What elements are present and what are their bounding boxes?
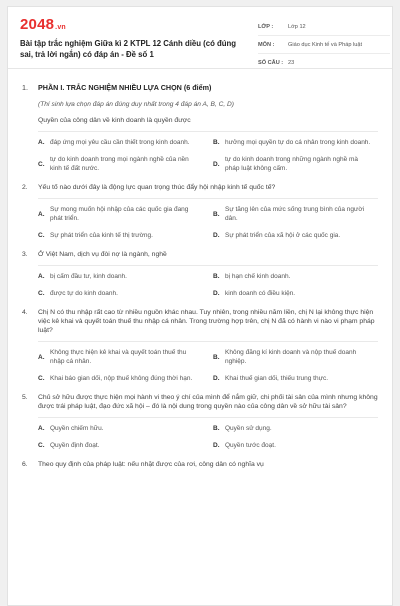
meta-label: LỚP : — [258, 23, 274, 30]
option-text: Quyền định đoạt. — [50, 442, 100, 449]
question-options — [38, 138, 378, 173]
option-letter: D. — [213, 290, 220, 297]
meta-row-subject — [258, 36, 390, 54]
option-a[interactable] — [38, 205, 203, 223]
document-meta — [252, 7, 392, 68]
question-number: 2. — [22, 184, 28, 191]
meta-label: SỐ CÂU : — [258, 60, 284, 66]
option-letter: A. — [38, 210, 45, 218]
meta-label: MÔN : — [258, 41, 275, 48]
option-c[interactable] — [38, 374, 203, 383]
option-d[interactable] — [213, 155, 378, 173]
option-letter: B. — [213, 139, 220, 146]
meta-value: Lớp 12 — [288, 23, 306, 30]
option-letter: D. — [213, 442, 220, 449]
section-instructions: (Thí sinh lựa chọn đáp án đúng duy nhất trong 4 đáp án A, B, C, D) — [38, 101, 235, 108]
option-a[interactable] — [38, 272, 203, 281]
document-title: Bài tập trắc nghiệm Giữa kì 2 KTPL 12 Cánh diều (có đúng sai, trả lời ngắn) có đáp án - Đề số 1 — [20, 39, 237, 59]
question-text: Chủ sở hữu được thực hiện mọi hành vi theo ý chí của mình để nắm giữ, chi phối tài sản của mình nhưng không được trái pháp luật, đạo đức xã hội – đó là nội dung trong quyền nào của công dân về sở hữu tài sản? — [38, 394, 378, 410]
option-c[interactable] — [38, 441, 203, 450]
option-text: tự do kinh doanh trong mọi ngành nghề của nền kinh tế đất nước. — [50, 156, 189, 172]
option-b[interactable] — [213, 205, 378, 223]
option-b[interactable] — [213, 138, 378, 147]
question-options — [38, 272, 378, 298]
question-item — [22, 460, 378, 469]
option-letter: A. — [38, 425, 45, 432]
option-text: Sự tăng lên của mức sống trung bình của người dân. — [225, 206, 365, 222]
option-letter: C. — [38, 232, 45, 239]
question-text: Ở Việt Nam, dịch vụ đòi nợ là ngành, nghề — [38, 251, 167, 258]
question-item — [22, 393, 378, 411]
option-letter: A. — [38, 353, 45, 361]
option-letter: A. — [38, 139, 45, 146]
option-text: Khai thuế gian dối, thiếu trung thực. — [225, 375, 329, 382]
section-title — [22, 83, 378, 92]
option-letter: A. — [38, 273, 45, 280]
option-letter: D. — [213, 375, 220, 382]
question-text: Theo quy định của pháp luật: nếu nhặt được của rơi, công dân có nghĩa vụ — [38, 461, 264, 468]
question-options — [38, 424, 378, 450]
question-options — [38, 348, 378, 383]
option-b[interactable] — [213, 348, 378, 366]
question-number: 4. — [22, 309, 28, 316]
meta-value: 23 — [288, 60, 295, 66]
option-text: hưởng mọi quyền tự do cá nhân trong kinh doanh. — [225, 139, 371, 146]
site-logo[interactable] — [20, 17, 252, 36]
meta-row-count — [258, 54, 390, 72]
option-letter: B. — [213, 353, 220, 361]
option-text: Sự phát triển của kinh tế thị trường. — [50, 232, 153, 239]
document-content — [8, 69, 392, 469]
question-number: 3. — [22, 251, 28, 258]
divider — [38, 265, 378, 266]
option-letter: C. — [38, 160, 45, 168]
logo-suffix: .vn — [55, 24, 66, 31]
document-page — [7, 6, 393, 606]
option-letter: B. — [213, 273, 220, 280]
option-text: được tự do kinh doanh. — [50, 290, 118, 297]
divider — [38, 198, 378, 199]
option-text: Khai báo gian dối, nộp thuế không đúng thời hạn. — [50, 375, 193, 382]
divider — [38, 341, 378, 342]
option-b[interactable] — [213, 272, 378, 281]
option-letter: D. — [213, 160, 220, 168]
option-text: bị hạn chế kinh doanh. — [225, 273, 291, 280]
question-number: 1. — [22, 83, 28, 92]
section-heading: PHẦN I. TRẮC NGHIỆM NHIỀU LỰA CHỌN (6 điểm) — [38, 83, 212, 92]
option-text: Sự mong muốn hội nhập của các quốc gia đang phát triển. — [50, 206, 189, 222]
option-a[interactable] — [38, 138, 203, 147]
option-letter: C. — [38, 442, 45, 449]
question-item — [22, 250, 378, 259]
option-d[interactable] — [213, 374, 378, 383]
option-b[interactable] — [213, 424, 378, 433]
option-letter: C. — [38, 290, 45, 297]
option-a[interactable] — [38, 424, 203, 433]
option-a[interactable] — [38, 348, 203, 366]
option-text: tự do kinh doanh trong những ngành nghề mà pháp luật không cấm. — [225, 156, 359, 172]
meta-value: Giáo dục Kinh tế và Pháp luật — [288, 41, 363, 48]
question-text: Yếu tố nào dưới đây là động lực quan trọng thúc đẩy hội nhập kinh tế quốc tế? — [38, 184, 276, 191]
meta-row-class — [258, 18, 390, 36]
option-d[interactable] — [213, 289, 378, 298]
option-text: Không thực hiện kê khai và quyết toán thuế thu nhập cá nhân. — [50, 349, 187, 365]
logo-main: 2048 — [20, 16, 55, 33]
option-text: Không đăng kí kinh doanh và nộp thuế doanh nghiệp. — [225, 349, 357, 365]
option-d[interactable] — [213, 441, 378, 450]
option-d[interactable] — [213, 231, 378, 240]
option-letter: D. — [213, 232, 220, 239]
option-text: bị cấm đầu tư, kinh doanh. — [50, 273, 127, 280]
option-text: Sự phát triển của xã hội ở các quốc gia. — [225, 232, 341, 239]
option-letter: B. — [213, 425, 220, 432]
question-text: Chị N có thu nhập rất cao từ nhiều nguồn khác nhau. Tuy nhiên, trong nhiều năm liền, chị N lại không thực hiện việc kê khai và quyết toán thuế thu nhập cá nhân. Trong trường hợp trên, chị N đã có hành vi nào vi phạm pháp luật? — [38, 309, 375, 334]
option-c[interactable] — [38, 231, 203, 240]
divider — [38, 131, 378, 132]
document-header — [8, 7, 392, 69]
question-item — [22, 308, 378, 335]
question-item — [22, 183, 378, 192]
option-text: Quyền chiếm hữu. — [50, 425, 104, 432]
option-letter: C. — [38, 375, 45, 382]
option-text: kinh doanh có điều kiện. — [225, 290, 296, 297]
divider — [38, 417, 378, 418]
option-letter: B. — [213, 210, 220, 218]
header-left — [8, 7, 252, 68]
option-c[interactable] — [38, 289, 203, 298]
option-c[interactable] — [38, 155, 203, 173]
option-text: Quyền tước đoạt. — [225, 442, 276, 449]
question-number: 6. — [22, 461, 28, 468]
option-text: Quyền sử dụng. — [225, 425, 272, 432]
question-number: 5. — [22, 394, 28, 401]
question-text: Quyền của công dân về kinh doanh là quyền được — [38, 117, 191, 124]
question-options — [38, 205, 378, 240]
option-text: đáp ứng mọi yêu cầu cần thiết trong kinh doanh. — [50, 139, 190, 146]
